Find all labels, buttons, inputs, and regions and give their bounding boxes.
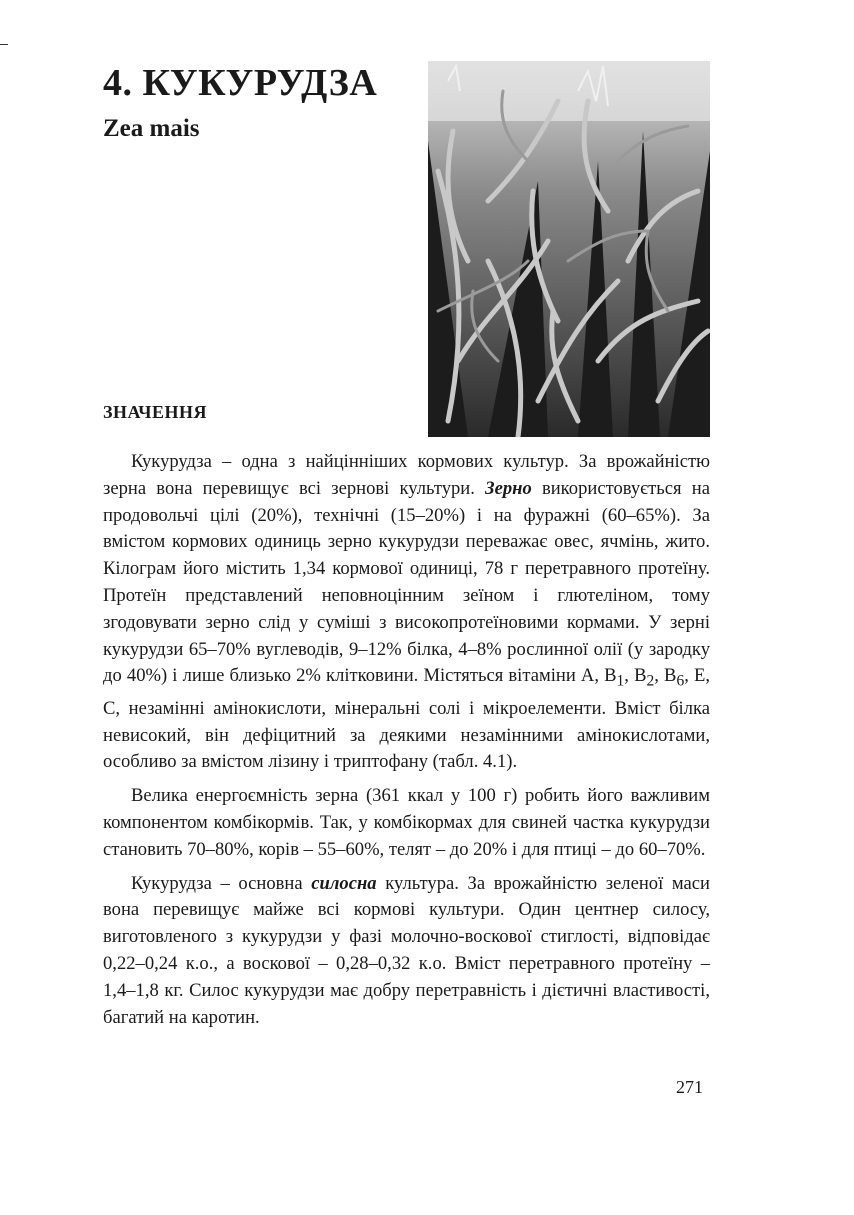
corn-field-photo xyxy=(428,61,710,437)
paragraph-text: використовується на продовольчі цілі (20%), технічні (15–20%) і на фуражні (60–65%). За вмістом кормових одиниць зерно кукурудзи переважає овес, ячмінь, жито. Кілограм його містить 1,34 кормової одиниці, 78 г перетравного протеїну. Протеїн представлений неповноцінним зеїном і глютеліном, тому згодовувати зерно слід у суміші з високопротеїновими кормами. У зерні кукурудзи 65–70% вуглеводів, 9–12% білка, 4–8% рослинної олії (у зародку до 40%) і лише близько 2% клітковини. Містяться вітаміни А, В xyxy=(103,477,710,687)
page-number: 271 xyxy=(676,1077,703,1097)
emphasis-term: Зерно xyxy=(485,477,532,499)
paragraph-text: Кукурудза – одна з найцінніших кормових культур. За врожайністю зерна вона перевищує всі зернові культури. xyxy=(103,451,710,499)
paragraph-3 xyxy=(103,871,710,1032)
latin-name: Zea mais xyxy=(103,115,200,142)
subscript: 1 xyxy=(616,673,625,691)
subscript: 2 xyxy=(646,673,655,691)
paragraph-1 xyxy=(103,449,710,776)
paragraph-text: , Е, С, незамінні амінокислоти, мінеральні солі і мікроелементи. Вміст білка невисокий, він дефіцитний за деякими незамінними амінокислотами, особливо за вмістом лізину і триптофану (табл. 4.1). xyxy=(103,665,710,773)
paragraph-text: , В xyxy=(624,665,647,687)
subscript: 6 xyxy=(676,673,685,691)
body-text xyxy=(103,449,710,1038)
paragraph-text: Кукурудза – основна xyxy=(131,872,312,894)
paragraph-text: культура. За врожайністю зеленої маси вона перевищує майже всі кормові культури. Один центнер силосу, виготовленого з кукурудзи у фазі молочно-воскової стиглості, відповідає 0,22–0,24 к.о., а воскової – 0,28–0,32 к.о. Вміст перетравного протеїну – 1,4–1,8 кг. Силос кукурудзи має добру перетравність і дієтичні властивості, багатий на каротин. xyxy=(103,872,710,1028)
paragraph-text: , В xyxy=(654,665,677,687)
section-heading: ЗНАЧЕННЯ xyxy=(103,402,207,422)
page-edge-mark xyxy=(0,44,8,45)
emphasis-term: силосна xyxy=(311,872,377,894)
chapter-title: 4. КУКУРУДЗА xyxy=(103,62,378,104)
paragraph-2: Велика енергоємність зерна (361 ккал у 100 г) робить його важливим компонентом комбікормів. Так, у комбікормах для свиней частка кукурудзи становить 70–80%, корів – 55–60%, телят – до 20% і для птиці – до 60–70%. xyxy=(103,785,710,860)
